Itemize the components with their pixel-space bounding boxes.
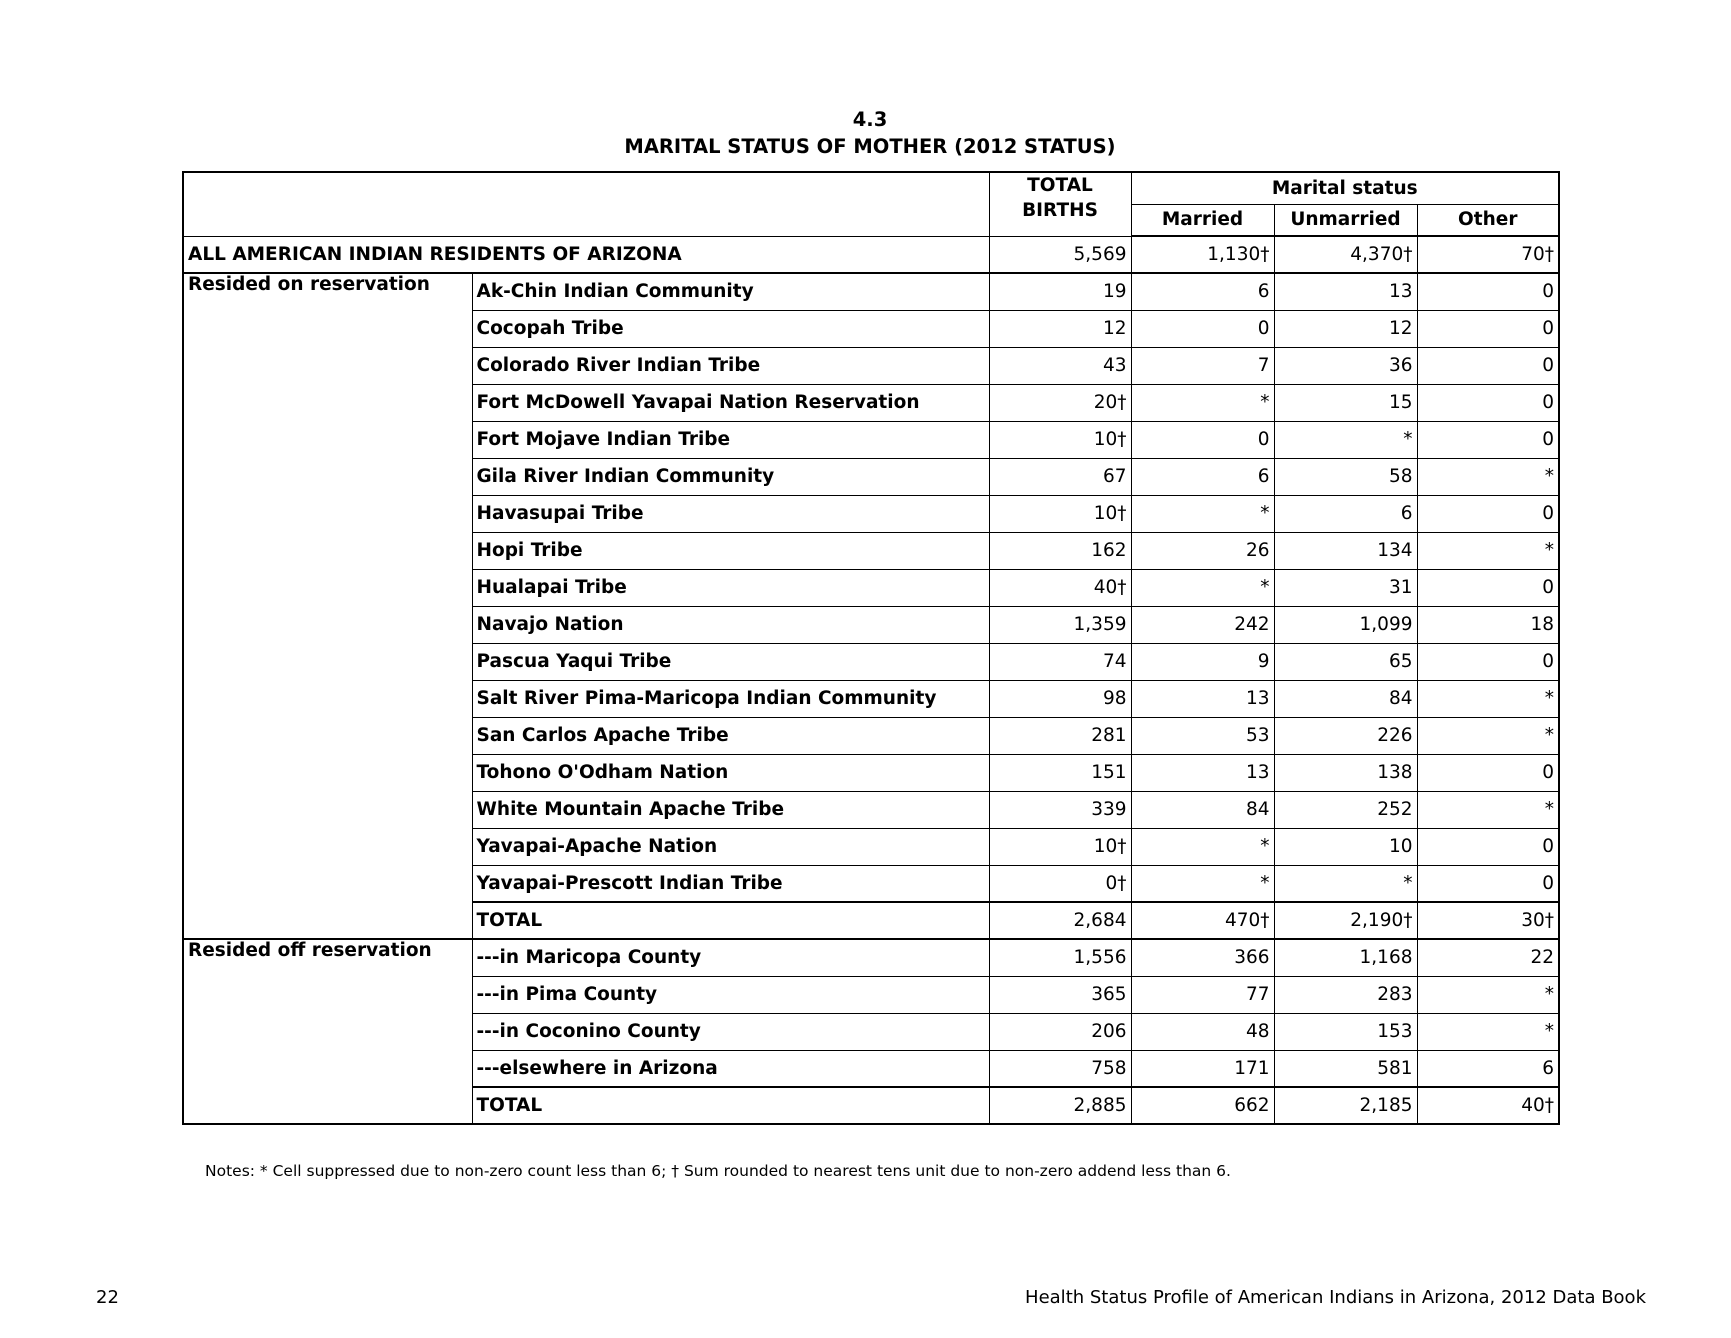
table-title: MARITAL STATUS OF MOTHER (2012 STATUS): [624, 135, 1116, 158]
row-total-births: 10†: [989, 421, 1131, 458]
row-married: *: [1131, 495, 1274, 532]
row-total-births: 43: [989, 347, 1131, 384]
header-total-births: [989, 172, 1131, 236]
header-other: Other: [1417, 204, 1559, 236]
row-other: 6: [1417, 1050, 1559, 1087]
row-total-births: 74: [989, 643, 1131, 680]
all-residents-other: 70†: [1417, 236, 1559, 273]
row-married: 662: [1131, 1087, 1274, 1124]
row-unmarried: 134: [1274, 532, 1417, 569]
row-total-births: 2,684: [989, 902, 1131, 939]
row-total-births: 10†: [989, 495, 1131, 532]
row-name: Pascua Yaqui Tribe: [472, 643, 989, 680]
row-unmarried: 36: [1274, 347, 1417, 384]
header-total-births-line2: BIRTHS: [1022, 200, 1098, 221]
row-other: 0: [1417, 643, 1559, 680]
header-total-births-line1: TOTAL: [1027, 175, 1093, 196]
row-other: *: [1417, 791, 1559, 828]
row-other: 0: [1417, 384, 1559, 421]
off-reservation-group-label: Resided off reservation: [183, 939, 472, 1124]
row-unmarried: 1,168: [1274, 939, 1417, 976]
row-unmarried: 10: [1274, 828, 1417, 865]
row-unmarried: 84: [1274, 680, 1417, 717]
row-name: San Carlos Apache Tribe: [472, 717, 989, 754]
row-married: 77: [1131, 976, 1274, 1013]
row-name: Fort Mojave Indian Tribe: [472, 421, 989, 458]
row-married: 171: [1131, 1050, 1274, 1087]
row-unmarried: 283: [1274, 976, 1417, 1013]
row-name: Fort McDowell Yavapai Nation Reservation: [472, 384, 989, 421]
row-other: 0: [1417, 754, 1559, 791]
row-unmarried: 6: [1274, 495, 1417, 532]
row-total-births: 365: [989, 976, 1131, 1013]
row-total-births: 0†: [989, 865, 1131, 902]
row-name: Colorado River Indian Tribe: [472, 347, 989, 384]
row-total-births: 10†: [989, 828, 1131, 865]
row-other: *: [1417, 976, 1559, 1013]
table-row: [183, 939, 1559, 976]
all-residents-row: [183, 236, 1559, 273]
row-married: *: [1131, 384, 1274, 421]
row-other: 0: [1417, 421, 1559, 458]
row-married: 242: [1131, 606, 1274, 643]
row-unmarried: 153: [1274, 1013, 1417, 1050]
row-other: *: [1417, 717, 1559, 754]
row-married: *: [1131, 569, 1274, 606]
row-unmarried: 13: [1274, 273, 1417, 310]
row-name: ---in Pima County: [472, 976, 989, 1013]
row-other: 0: [1417, 865, 1559, 902]
marital-status-table: [182, 171, 1560, 1125]
row-unmarried: 138: [1274, 754, 1417, 791]
row-unmarried: *: [1274, 865, 1417, 902]
publication-title: Health Status Profile of American Indians in Arizona, 2012 Data Book: [1025, 1287, 1646, 1308]
row-total-births: 12: [989, 310, 1131, 347]
row-married: 48: [1131, 1013, 1274, 1050]
row-other: *: [1417, 532, 1559, 569]
row-name: Tohono O'Odham Nation: [472, 754, 989, 791]
row-other: 0: [1417, 347, 1559, 384]
row-name: ---in Coconino County: [472, 1013, 989, 1050]
row-name: TOTAL: [472, 1087, 989, 1124]
row-total-births: 40†: [989, 569, 1131, 606]
header-corner: [183, 172, 989, 236]
row-name: Yavapai-Prescott Indian Tribe: [472, 865, 989, 902]
row-unmarried: 12: [1274, 310, 1417, 347]
row-name: Ak-Chin Indian Community: [472, 273, 989, 310]
row-married: *: [1131, 865, 1274, 902]
header-married: Married: [1131, 204, 1274, 236]
row-other: *: [1417, 458, 1559, 495]
row-total-births: 151: [989, 754, 1131, 791]
row-total-births: 1,359: [989, 606, 1131, 643]
all-residents-unmarried: 4,370†: [1274, 236, 1417, 273]
row-married: 84: [1131, 791, 1274, 828]
all-residents-married: 1,130†: [1131, 236, 1274, 273]
row-total-births: 281: [989, 717, 1131, 754]
row-unmarried: 226: [1274, 717, 1417, 754]
row-total-births: 19: [989, 273, 1131, 310]
row-name: TOTAL: [472, 902, 989, 939]
row-total-births: 98: [989, 680, 1131, 717]
row-unmarried: 58: [1274, 458, 1417, 495]
row-married: 6: [1131, 273, 1274, 310]
row-married: 0: [1131, 421, 1274, 458]
row-other: 22: [1417, 939, 1559, 976]
row-total-births: 162: [989, 532, 1131, 569]
row-name: ---in Maricopa County: [472, 939, 989, 976]
on-reservation-group-label: Resided on reservation: [183, 273, 472, 939]
row-married: 53: [1131, 717, 1274, 754]
row-other: 30†: [1417, 902, 1559, 939]
row-married: 0: [1131, 310, 1274, 347]
row-other: 0: [1417, 310, 1559, 347]
row-name: Salt River Pima-Maricopa Indian Community: [472, 680, 989, 717]
row-married: 13: [1131, 680, 1274, 717]
row-married: 6: [1131, 458, 1274, 495]
table-number: 4.3: [852, 108, 888, 131]
row-other: *: [1417, 680, 1559, 717]
row-unmarried: 31: [1274, 569, 1417, 606]
row-total-births: 1,556: [989, 939, 1131, 976]
row-name: Yavapai-Apache Nation: [472, 828, 989, 865]
row-other: 0: [1417, 569, 1559, 606]
row-other: 0: [1417, 828, 1559, 865]
row-name: Hualapai Tribe: [472, 569, 989, 606]
row-name: Cocopah Tribe: [472, 310, 989, 347]
row-married: 9: [1131, 643, 1274, 680]
row-total-births: 206: [989, 1013, 1131, 1050]
row-unmarried: *: [1274, 421, 1417, 458]
row-total-births: 67: [989, 458, 1131, 495]
row-married: *: [1131, 828, 1274, 865]
row-married: 26: [1131, 532, 1274, 569]
row-name: Hopi Tribe: [472, 532, 989, 569]
table-title-block: [0, 106, 1731, 160]
header-unmarried: Unmarried: [1274, 204, 1417, 236]
table-row: [183, 273, 1559, 310]
row-other: 0: [1417, 273, 1559, 310]
row-married: 13: [1131, 754, 1274, 791]
row-other: 0: [1417, 495, 1559, 532]
header-marital-status: Marital status: [1131, 172, 1559, 204]
row-unmarried: 2,185: [1274, 1087, 1417, 1124]
all-residents-label: ALL AMERICAN INDIAN RESIDENTS OF ARIZONA: [183, 236, 989, 273]
row-unmarried: 65: [1274, 643, 1417, 680]
row-name: ---elsewhere in Arizona: [472, 1050, 989, 1087]
row-unmarried: 252: [1274, 791, 1417, 828]
row-total-births: 20†: [989, 384, 1131, 421]
row-other: 40†: [1417, 1087, 1559, 1124]
row-married: 7: [1131, 347, 1274, 384]
row-total-births: 758: [989, 1050, 1131, 1087]
page-number: 22: [96, 1287, 119, 1308]
table-notes: Notes: * Cell suppressed due to non-zero count less than 6; † Sum rounded to nearest tens unit due to non-zero addend less than 6.: [205, 1162, 1231, 1180]
row-name: Havasupai Tribe: [472, 495, 989, 532]
header-row-1: [183, 172, 1559, 204]
row-name: Gila River Indian Community: [472, 458, 989, 495]
row-other: 18: [1417, 606, 1559, 643]
row-married: 470†: [1131, 902, 1274, 939]
row-other: *: [1417, 1013, 1559, 1050]
row-total-births: 2,885: [989, 1087, 1131, 1124]
row-married: 366: [1131, 939, 1274, 976]
row-unmarried: 581: [1274, 1050, 1417, 1087]
all-residents-total: 5,569: [989, 236, 1131, 273]
row-unmarried: 1,099: [1274, 606, 1417, 643]
row-name: Navajo Nation: [472, 606, 989, 643]
row-unmarried: 15: [1274, 384, 1417, 421]
row-unmarried: 2,190†: [1274, 902, 1417, 939]
table-body: [183, 236, 1559, 1124]
row-name: White Mountain Apache Tribe: [472, 791, 989, 828]
row-total-births: 339: [989, 791, 1131, 828]
